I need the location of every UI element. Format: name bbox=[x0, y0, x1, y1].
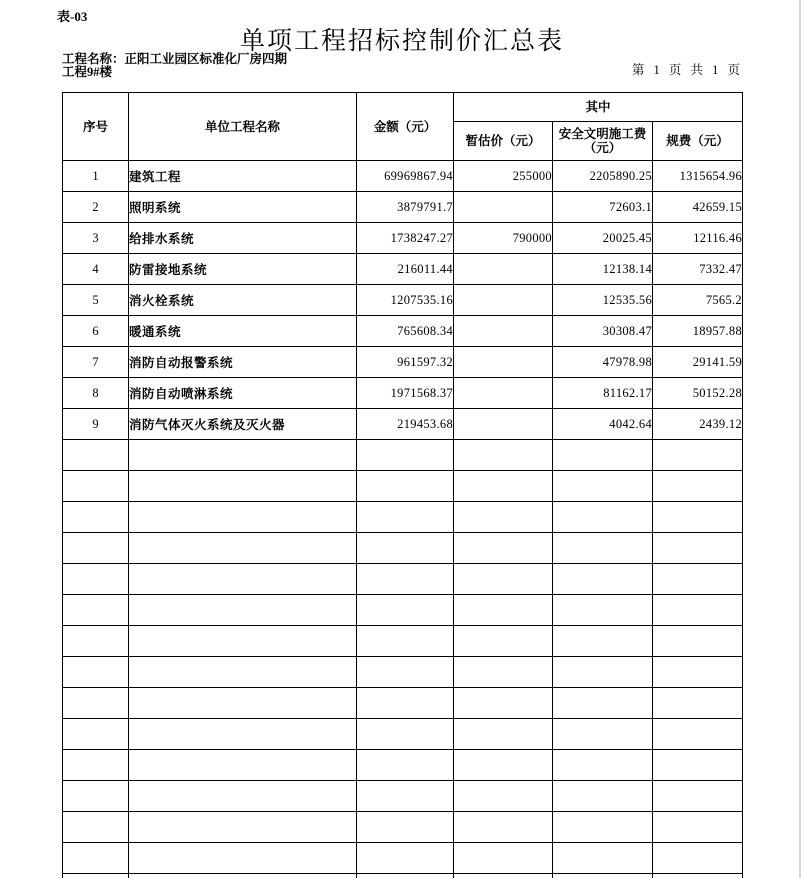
cell-name bbox=[129, 812, 357, 843]
cell-seq: 7 bbox=[63, 347, 129, 378]
cell-seq bbox=[63, 843, 129, 874]
cell-seq bbox=[63, 440, 129, 471]
cell-seq bbox=[63, 874, 129, 878]
cell-fees bbox=[653, 688, 743, 719]
table-row-empty bbox=[63, 440, 743, 471]
cell-amount bbox=[357, 750, 454, 781]
cell-fees: 29141.59 bbox=[653, 347, 743, 378]
cell-name bbox=[129, 657, 357, 688]
cell-safety-fee: 47978.98 bbox=[553, 347, 653, 378]
cell-name: 消防气体灭火系统及灭火器 bbox=[129, 409, 357, 440]
table-row-empty bbox=[63, 843, 743, 874]
cell-name: 建筑工程 bbox=[129, 161, 357, 192]
cell-provisional bbox=[454, 564, 553, 595]
cell-seq: 9 bbox=[63, 409, 129, 440]
cell-amount bbox=[357, 533, 454, 564]
header-provisional-price: 暂估价（元） bbox=[454, 122, 553, 161]
cell-amount: 765608.34 bbox=[357, 316, 454, 347]
table-row-empty bbox=[63, 874, 743, 878]
cell-seq bbox=[63, 657, 129, 688]
cell-fees bbox=[653, 564, 743, 595]
cell-seq bbox=[63, 564, 129, 595]
cell-safety-fee bbox=[553, 874, 653, 878]
table-row-empty bbox=[63, 719, 743, 750]
cell-name: 消防自动报警系统 bbox=[129, 347, 357, 378]
cell-provisional bbox=[454, 440, 553, 471]
cell-fees: 50152.28 bbox=[653, 378, 743, 409]
cell-safety-fee: 20025.45 bbox=[553, 223, 653, 254]
cell-seq: 6 bbox=[63, 316, 129, 347]
cell-provisional bbox=[454, 471, 553, 502]
cell-name bbox=[129, 781, 357, 812]
cell-safety-fee bbox=[553, 688, 653, 719]
cell-name bbox=[129, 471, 357, 502]
cell-amount bbox=[357, 874, 454, 878]
page-title: 单项工程招标控制价汇总表 bbox=[239, 28, 564, 55]
cell-provisional bbox=[454, 192, 553, 223]
cell-safety-fee bbox=[553, 750, 653, 781]
cell-seq bbox=[63, 750, 129, 781]
cell-safety-fee bbox=[553, 533, 653, 564]
cell-fees: 1315654.96 bbox=[653, 161, 743, 192]
table-row-empty bbox=[63, 595, 743, 626]
table-row-empty bbox=[63, 688, 743, 719]
header-safety-line1: 安全文明施工费 bbox=[558, 127, 647, 141]
cell-seq: 1 bbox=[63, 161, 129, 192]
cell-provisional bbox=[454, 843, 553, 874]
cell-safety-fee: 30308.47 bbox=[553, 316, 653, 347]
header-among: 其中 bbox=[454, 93, 743, 122]
cell-fees bbox=[653, 626, 743, 657]
cell-fees bbox=[653, 440, 743, 471]
cell-amount bbox=[357, 688, 454, 719]
cell-name bbox=[129, 719, 357, 750]
header-amount: 金额（元） bbox=[357, 93, 454, 161]
cell-name: 消火栓系统 bbox=[129, 285, 357, 316]
header-unit-project-name: 单位工程名称 bbox=[129, 93, 357, 161]
cell-safety-fee bbox=[553, 440, 653, 471]
table-header bbox=[63, 93, 743, 161]
cell-provisional bbox=[454, 533, 553, 564]
cell-safety-fee bbox=[553, 626, 653, 657]
table-row bbox=[63, 192, 743, 223]
cell-provisional bbox=[454, 347, 553, 378]
cell-fees bbox=[653, 502, 743, 533]
header-seq: 序号 bbox=[63, 93, 129, 161]
cell-fees: 42659.15 bbox=[653, 192, 743, 223]
cell-seq: 2 bbox=[63, 192, 129, 223]
table-row bbox=[63, 378, 743, 409]
cell-seq bbox=[63, 502, 129, 533]
cell-safety-fee: 81162.17 bbox=[553, 378, 653, 409]
cell-name bbox=[129, 626, 357, 657]
cell-fees: 7565.2 bbox=[653, 285, 743, 316]
cell-safety-fee bbox=[553, 471, 653, 502]
cell-fees: 7332.47 bbox=[653, 254, 743, 285]
table-row-empty bbox=[63, 657, 743, 688]
cell-provisional bbox=[454, 874, 553, 878]
page-number-indicator: 第 1 页 共 1 页 bbox=[631, 63, 740, 77]
cell-fees bbox=[653, 750, 743, 781]
cell-seq: 3 bbox=[63, 223, 129, 254]
cell-seq bbox=[63, 595, 129, 626]
cell-name bbox=[129, 595, 357, 626]
cell-amount bbox=[357, 471, 454, 502]
cell-safety-fee: 4042.64 bbox=[553, 409, 653, 440]
cell-name bbox=[129, 688, 357, 719]
table-row-empty bbox=[63, 533, 743, 564]
cell-safety-fee bbox=[553, 657, 653, 688]
cell-fees: 18957.88 bbox=[653, 316, 743, 347]
cell-amount bbox=[357, 781, 454, 812]
cell-seq bbox=[63, 812, 129, 843]
cell-safety-fee: 2205890.25 bbox=[553, 161, 653, 192]
cell-safety-fee: 12535.56 bbox=[553, 285, 653, 316]
cell-amount: 1207535.16 bbox=[357, 285, 454, 316]
header-safety-line2: （元） bbox=[583, 141, 622, 155]
cell-name bbox=[129, 502, 357, 533]
cell-provisional bbox=[454, 688, 553, 719]
table-row-empty bbox=[63, 471, 743, 502]
cell-seq: 4 bbox=[63, 254, 129, 285]
cell-seq bbox=[63, 471, 129, 502]
cell-provisional bbox=[454, 812, 553, 843]
cell-amount bbox=[357, 843, 454, 874]
cell-amount bbox=[357, 440, 454, 471]
cell-provisional bbox=[454, 409, 553, 440]
cell-name bbox=[129, 440, 357, 471]
cell-name bbox=[129, 874, 357, 878]
cell-safety-fee: 12138.14 bbox=[553, 254, 653, 285]
table-row bbox=[63, 285, 743, 316]
table-row-empty bbox=[63, 626, 743, 657]
cell-fees bbox=[653, 657, 743, 688]
cell-safety-fee bbox=[553, 812, 653, 843]
cell-amount bbox=[357, 719, 454, 750]
cell-name: 防雷接地系统 bbox=[129, 254, 357, 285]
cell-fees: 2439.12 bbox=[653, 409, 743, 440]
table-row-empty bbox=[63, 781, 743, 812]
cell-amount: 1738247.27 bbox=[357, 223, 454, 254]
table-body bbox=[63, 161, 743, 878]
cell-amount bbox=[357, 657, 454, 688]
cell-name bbox=[129, 533, 357, 564]
cell-seq bbox=[63, 533, 129, 564]
cell-name bbox=[129, 564, 357, 595]
cell-provisional bbox=[454, 285, 553, 316]
project-name-line2: 工程9#楼 bbox=[62, 64, 113, 79]
cell-amount bbox=[357, 595, 454, 626]
cell-provisional bbox=[454, 502, 553, 533]
table-row-empty bbox=[63, 564, 743, 595]
cell-provisional: 790000 bbox=[454, 223, 553, 254]
table-row bbox=[63, 316, 743, 347]
form-code-label: 表-03 bbox=[57, 9, 88, 24]
project-name-block bbox=[62, 53, 287, 78]
cell-name: 给排水系统 bbox=[129, 223, 357, 254]
cell-seq bbox=[63, 719, 129, 750]
table-row bbox=[63, 254, 743, 285]
cell-amount: 216011.44 bbox=[357, 254, 454, 285]
cell-safety-fee bbox=[553, 595, 653, 626]
cell-seq: 8 bbox=[63, 378, 129, 409]
cell-provisional bbox=[454, 719, 553, 750]
cell-fees bbox=[653, 812, 743, 843]
cell-name bbox=[129, 750, 357, 781]
cell-provisional bbox=[454, 595, 553, 626]
table-row-empty bbox=[63, 502, 743, 533]
cell-fees bbox=[653, 874, 743, 878]
cell-amount bbox=[357, 502, 454, 533]
cell-safety-fee bbox=[553, 719, 653, 750]
cell-fees: 12116.46 bbox=[653, 223, 743, 254]
cell-amount: 1971568.37 bbox=[357, 378, 454, 409]
cell-name: 消防自动喷淋系统 bbox=[129, 378, 357, 409]
cell-seq bbox=[63, 781, 129, 812]
cell-fees bbox=[653, 471, 743, 502]
cell-provisional bbox=[454, 316, 553, 347]
cell-safety-fee bbox=[553, 781, 653, 812]
header-safety-civilized-fee bbox=[553, 122, 653, 161]
cell-amount: 219453.68 bbox=[357, 409, 454, 440]
cell-fees bbox=[653, 533, 743, 564]
header-row-top bbox=[63, 93, 743, 122]
cell-provisional bbox=[454, 626, 553, 657]
cell-name: 暖通系统 bbox=[129, 316, 357, 347]
cell-provisional bbox=[454, 254, 553, 285]
header-statutory-fees: 规费（元） bbox=[653, 122, 743, 161]
table-row bbox=[63, 409, 743, 440]
cell-safety-fee: 72603.1 bbox=[553, 192, 653, 223]
cell-provisional bbox=[454, 378, 553, 409]
cell-fees bbox=[653, 719, 743, 750]
cell-seq: 5 bbox=[63, 285, 129, 316]
cell-amount bbox=[357, 812, 454, 843]
cell-seq bbox=[63, 626, 129, 657]
cell-fees bbox=[653, 843, 743, 874]
cell-provisional bbox=[454, 657, 553, 688]
table-row bbox=[63, 161, 743, 192]
cell-safety-fee bbox=[553, 502, 653, 533]
table-row-empty bbox=[63, 750, 743, 781]
cell-provisional bbox=[454, 750, 553, 781]
cell-amount: 961597.32 bbox=[357, 347, 454, 378]
cell-name bbox=[129, 843, 357, 874]
cell-seq bbox=[63, 688, 129, 719]
cell-amount: 69969867.94 bbox=[357, 161, 454, 192]
table-row bbox=[63, 223, 743, 254]
cell-name: 照明系统 bbox=[129, 192, 357, 223]
cell-amount: 3879791.7 bbox=[357, 192, 454, 223]
scan-edge-line bbox=[799, 0, 801, 878]
table-row bbox=[63, 347, 743, 378]
table-row-empty bbox=[63, 812, 743, 843]
cell-safety-fee bbox=[553, 843, 653, 874]
project-name-line1: 工程名称：正阳工业园区标准化厂房四期 bbox=[62, 52, 288, 66]
summary-table bbox=[62, 92, 743, 878]
cell-fees bbox=[653, 781, 743, 812]
cell-safety-fee bbox=[553, 564, 653, 595]
cell-provisional: 255000 bbox=[454, 161, 553, 192]
cell-amount bbox=[357, 626, 454, 657]
cell-amount bbox=[357, 564, 454, 595]
cell-provisional bbox=[454, 781, 553, 812]
cell-fees bbox=[653, 595, 743, 626]
